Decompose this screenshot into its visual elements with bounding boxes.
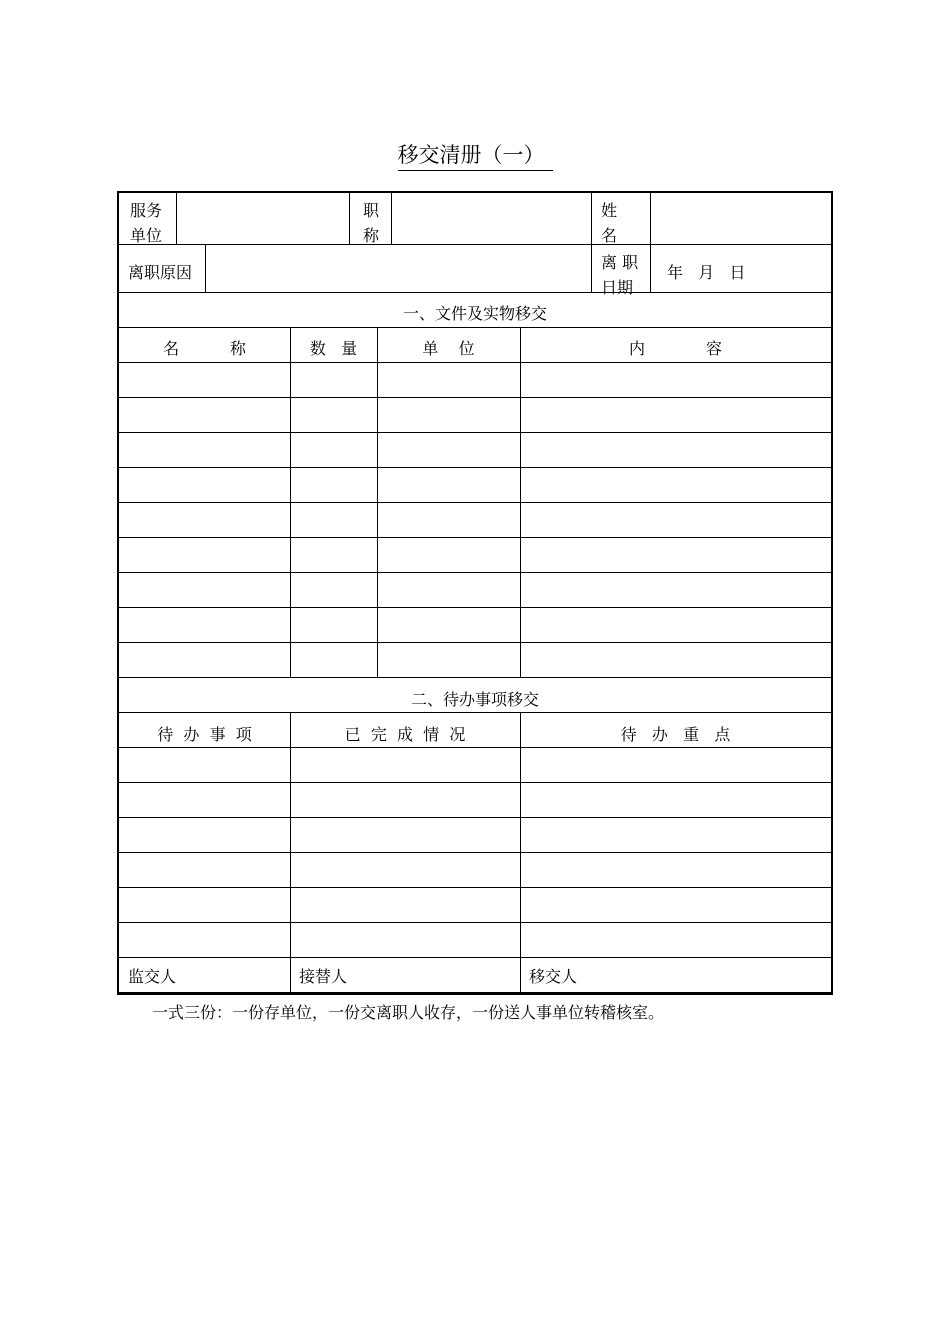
row-divider (119, 292, 831, 293)
row-divider (119, 992, 831, 993)
col-divider (591, 193, 592, 292)
distribution-note: 一式三份：一份存单位，一份交离职人收存，一份送人事单位转稽核室。 (152, 1003, 665, 1022)
col-divider (520, 712, 521, 993)
col-divider (391, 193, 392, 244)
row-divider (119, 817, 831, 818)
col-divider (290, 327, 291, 677)
transfer-form-table (117, 191, 833, 995)
row-divider (119, 712, 831, 713)
supervisor-label: 监交人 (128, 967, 177, 986)
leave-date-label: 离 职 日期 (601, 253, 639, 297)
col-divider (290, 712, 291, 993)
row-divider (119, 782, 831, 783)
row-divider (119, 852, 831, 853)
row-divider (119, 502, 831, 503)
col-divider (520, 327, 521, 677)
service-unit-label: 服务 单位 (130, 201, 163, 245)
position-label: 职 称 (363, 201, 380, 245)
section1-title: 一、文件及实物移交 (402, 304, 547, 323)
col-content-header: 内 容 (628, 339, 723, 358)
leave-reason-label: 离职原因 (128, 263, 193, 282)
col-pending-item-header: 待 办 事 项 (157, 725, 252, 744)
col-divider (377, 327, 378, 677)
row-divider (119, 747, 831, 748)
row-divider (119, 397, 831, 398)
row-divider (119, 327, 831, 328)
row-divider (119, 677, 831, 678)
col-divider (650, 193, 651, 292)
col-name-header: 名 称 (163, 339, 246, 358)
col-divider (205, 244, 206, 292)
row-divider (119, 642, 831, 643)
row-divider (119, 244, 831, 245)
row-divider (119, 467, 831, 468)
name-label: 姓 名 (601, 201, 618, 245)
col-quantity-header: 数 量 (309, 339, 358, 358)
transferor-label: 移交人 (529, 967, 578, 986)
col-completion-header: 已 完 成 情 况 (344, 725, 466, 744)
leave-date-field[interactable]: 年 月 日 (667, 263, 746, 282)
leave-reason-field[interactable] (205, 245, 591, 292)
col-unit-header: 单 位 (422, 339, 475, 358)
service-unit-field[interactable] (176, 193, 349, 244)
row-divider (119, 572, 831, 573)
row-divider (119, 537, 831, 538)
page-title-text: 移交清册（一） (398, 142, 553, 171)
col-key-points-header: 待 办 重 点 (620, 725, 731, 744)
page-title (0, 142, 950, 171)
row-divider (119, 887, 831, 888)
row-divider (119, 957, 831, 958)
row-divider (119, 432, 831, 433)
row-divider (119, 362, 831, 363)
row-divider (119, 922, 831, 923)
col-divider (349, 193, 350, 244)
row-divider (119, 607, 831, 608)
section2-title: 二、待办事项移交 (410, 690, 539, 709)
successor-label: 接替人 (299, 967, 348, 986)
name-field[interactable] (650, 193, 831, 244)
col-divider (176, 193, 177, 244)
position-field[interactable] (391, 193, 591, 244)
